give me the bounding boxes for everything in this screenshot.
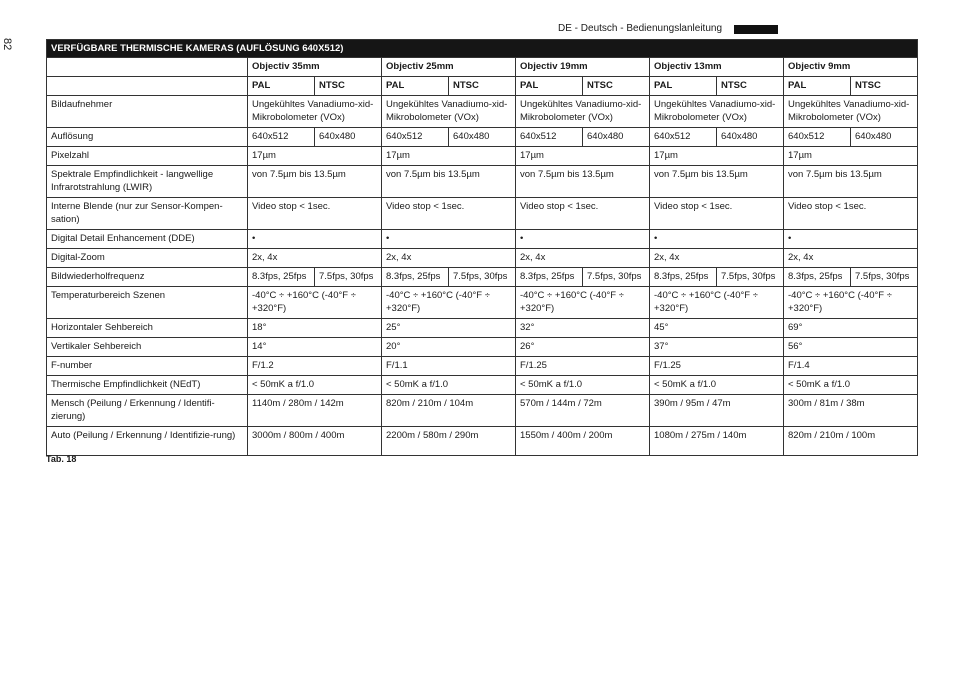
value-cell: < 50mK a f/1.0 — [382, 376, 516, 395]
table-row — [47, 198, 918, 230]
table-row — [47, 395, 918, 427]
value-cell: -40°C ÷ +160°C (-40°F ÷ +320°F) — [784, 287, 918, 319]
spec-table — [46, 39, 918, 456]
row-label: Bildwiederholfrequenz — [47, 268, 248, 287]
value-cell: 300m / 81m / 38m — [784, 395, 918, 427]
value-cell: 26° — [516, 338, 650, 357]
row-label: Vertikaler Sehbereich — [47, 338, 248, 357]
value-cell: Video stop < 1sec. — [248, 198, 382, 230]
pal-header: PAL — [248, 77, 315, 96]
value-cell: 820m / 210m / 100m — [784, 427, 918, 456]
value-cell: 56° — [784, 338, 918, 357]
pal-value-cell: 640x512 — [516, 128, 583, 147]
table-row — [47, 147, 918, 166]
table-row — [47, 230, 918, 249]
value-cell: -40°C ÷ +160°C (-40°F ÷ +320°F) — [382, 287, 516, 319]
row-label: Temperaturbereich Szenen — [47, 287, 248, 319]
value-cell: Ungekühltes Vanadiumo-xid-Mikrobolometer (VOx) — [516, 96, 650, 128]
lens-header: Objectiv 13mm — [650, 58, 784, 77]
lens-header: Objectiv 25mm — [382, 58, 516, 77]
value-cell: Video stop < 1sec. — [382, 198, 516, 230]
ntsc-value-cell: 7.5fps, 30fps — [583, 268, 650, 287]
ntsc-value-cell: 7.5fps, 30fps — [851, 268, 918, 287]
lens-header: Objectiv 35mm — [248, 58, 382, 77]
row-label: Auflösung — [47, 128, 248, 147]
table-row — [47, 376, 918, 395]
pal-value-cell: 8.3fps, 25fps — [650, 268, 717, 287]
corner-cell — [47, 77, 248, 96]
value-cell: Ungekühltes Vanadiumo-xid-Mikrobolometer (VOx) — [248, 96, 382, 128]
value-cell: 2x, 4x — [516, 249, 650, 268]
value-cell: 25° — [382, 319, 516, 338]
value-cell: 14° — [248, 338, 382, 357]
ntsc-value-cell: 7.5fps, 30fps — [449, 268, 516, 287]
row-label: Interne Blende (nur zur Sensor-Kompen-sation) — [47, 198, 248, 230]
value-cell: 17µm — [248, 147, 382, 166]
value-cell: Ungekühltes Vanadiumo-xid-Mikrobolometer (VOx) — [784, 96, 918, 128]
value-cell: 2200m / 580m / 290m — [382, 427, 516, 456]
table-row — [47, 357, 918, 376]
table-title: VERFÜGBARE THERMISCHE KAMERAS (AUFLÖSUNG 640X512) — [47, 40, 918, 58]
value-cell: von 7.5µm bis 13.5µm — [248, 166, 382, 198]
value-cell: Video stop < 1sec. — [516, 198, 650, 230]
ntsc-value-cell: 7.5fps, 30fps — [717, 268, 784, 287]
value-cell: 17µm — [382, 147, 516, 166]
value-cell: -40°C ÷ +160°C (-40°F ÷ +320°F) — [516, 287, 650, 319]
row-label: Auto (Peilung / Erkennung / Identifizie-rung) — [47, 427, 248, 456]
title-row — [47, 40, 918, 58]
pal-value-cell: 8.3fps, 25fps — [248, 268, 315, 287]
pal-header: PAL — [382, 77, 449, 96]
value-cell: • — [784, 230, 918, 249]
pal-header: PAL — [784, 77, 851, 96]
value-cell: < 50mK a f/1.0 — [516, 376, 650, 395]
ntsc-value-cell: 7.5fps, 30fps — [315, 268, 382, 287]
value-cell: 820m / 210m / 104m — [382, 395, 516, 427]
lens-header: Objectiv 9mm — [784, 58, 918, 77]
value-cell: 69° — [784, 319, 918, 338]
lens-header: Objectiv 19mm — [516, 58, 650, 77]
table-row — [47, 338, 918, 357]
pal-value-cell: 640x512 — [248, 128, 315, 147]
value-cell: 18° — [248, 319, 382, 338]
pal-header: PAL — [650, 77, 717, 96]
row-label: Horizontaler Sehbereich — [47, 319, 248, 338]
value-cell: von 7.5µm bis 13.5µm — [650, 166, 784, 198]
value-cell: < 50mK a f/1.0 — [784, 376, 918, 395]
value-cell: 1550m / 400m / 200m — [516, 427, 650, 456]
table-row — [47, 166, 918, 198]
ntsc-header: NTSC — [315, 77, 382, 96]
value-cell: F/1.1 — [382, 357, 516, 376]
value-cell: F/1.2 — [248, 357, 382, 376]
value-cell: F/1.4 — [784, 357, 918, 376]
ntsc-header: NTSC — [717, 77, 784, 96]
row-label: Digital Detail Enhancement (DDE) — [47, 230, 248, 249]
pal-value-cell: 8.3fps, 25fps — [784, 268, 851, 287]
row-label: F-number — [47, 357, 248, 376]
ntsc-value-cell: 640x480 — [315, 128, 382, 147]
value-cell: 1080m / 275m / 140m — [650, 427, 784, 456]
row-label: Bildaufnehmer — [47, 96, 248, 128]
table-row — [47, 319, 918, 338]
value-cell: 45° — [650, 319, 784, 338]
value-cell: Video stop < 1sec. — [784, 198, 918, 230]
row-label: Pixelzahl — [47, 147, 248, 166]
value-cell: -40°C ÷ +160°C (-40°F ÷ +320°F) — [248, 287, 382, 319]
page-number: 82 — [1, 38, 13, 51]
value-cell: 17µm — [516, 147, 650, 166]
header-bar — [734, 25, 778, 34]
ntsc-value-cell: 640x480 — [851, 128, 918, 147]
corner-cell — [47, 58, 248, 77]
value-cell: 390m / 95m / 47m — [650, 395, 784, 427]
value-cell: 2x, 4x — [382, 249, 516, 268]
value-cell: • — [248, 230, 382, 249]
ntsc-value-cell: 640x480 — [449, 128, 516, 147]
pal-value-cell: 640x512 — [650, 128, 717, 147]
row-label: Spektrale Empfindlichkeit - langwellige Infrarotstrahlung (LWIR) — [47, 166, 248, 198]
value-cell: von 7.5µm bis 13.5µm — [516, 166, 650, 198]
table-row — [47, 427, 918, 456]
running-header: DE - Deutsch - Bedienungslanleitung — [558, 23, 722, 34]
table-row — [47, 287, 918, 319]
value-cell: < 50mK a f/1.0 — [248, 376, 382, 395]
value-cell: 1140m / 280m / 142m — [248, 395, 382, 427]
value-cell: 2x, 4x — [784, 249, 918, 268]
value-cell: 37° — [650, 338, 784, 357]
pal-header: PAL — [516, 77, 583, 96]
value-cell: von 7.5µm bis 13.5µm — [382, 166, 516, 198]
row-label: Thermische Empfindlichkeit (NEdT) — [47, 376, 248, 395]
value-cell: 2x, 4x — [650, 249, 784, 268]
table-caption: Tab. 18 — [46, 454, 77, 464]
pal-value-cell: 8.3fps, 25fps — [516, 268, 583, 287]
value-cell: Ungekühltes Vanadiumo-xid-Mikrobolometer (VOx) — [382, 96, 516, 128]
value-cell: -40°C ÷ +160°C (-40°F ÷ +320°F) — [650, 287, 784, 319]
value-cell: 17µm — [784, 147, 918, 166]
value-cell: von 7.5µm bis 13.5µm — [784, 166, 918, 198]
ntsc-value-cell: 640x480 — [717, 128, 784, 147]
value-cell: F/1.25 — [516, 357, 650, 376]
pal-value-cell: 640x512 — [784, 128, 851, 147]
value-cell: Ungekühltes Vanadiumo-xid-Mikrobolometer (VOx) — [650, 96, 784, 128]
value-cell: F/1.25 — [650, 357, 784, 376]
table-row — [47, 128, 918, 147]
table-row — [47, 249, 918, 268]
value-cell: 570m / 144m / 72m — [516, 395, 650, 427]
value-cell: 3000m / 800m / 400m — [248, 427, 382, 456]
ntsc-header: NTSC — [583, 77, 650, 96]
row-label: Digital-Zoom — [47, 249, 248, 268]
value-cell: • — [516, 230, 650, 249]
ntsc-header: NTSC — [449, 77, 516, 96]
value-cell: • — [382, 230, 516, 249]
lens-header-row — [47, 58, 918, 77]
value-cell: • — [650, 230, 784, 249]
ntsc-value-cell: 640x480 — [583, 128, 650, 147]
table-row — [47, 268, 918, 287]
value-cell: 2x, 4x — [248, 249, 382, 268]
value-cell: < 50mK a f/1.0 — [650, 376, 784, 395]
value-cell: Video stop < 1sec. — [650, 198, 784, 230]
value-cell: 20° — [382, 338, 516, 357]
standard-header-row — [47, 77, 918, 96]
value-cell: 17µm — [650, 147, 784, 166]
ntsc-header: NTSC — [851, 77, 918, 96]
table-row — [47, 96, 918, 128]
pal-value-cell: 8.3fps, 25fps — [382, 268, 449, 287]
row-label: Mensch (Peilung / Erkennung / Identifi-zierung) — [47, 395, 248, 427]
value-cell: 32° — [516, 319, 650, 338]
pal-value-cell: 640x512 — [382, 128, 449, 147]
